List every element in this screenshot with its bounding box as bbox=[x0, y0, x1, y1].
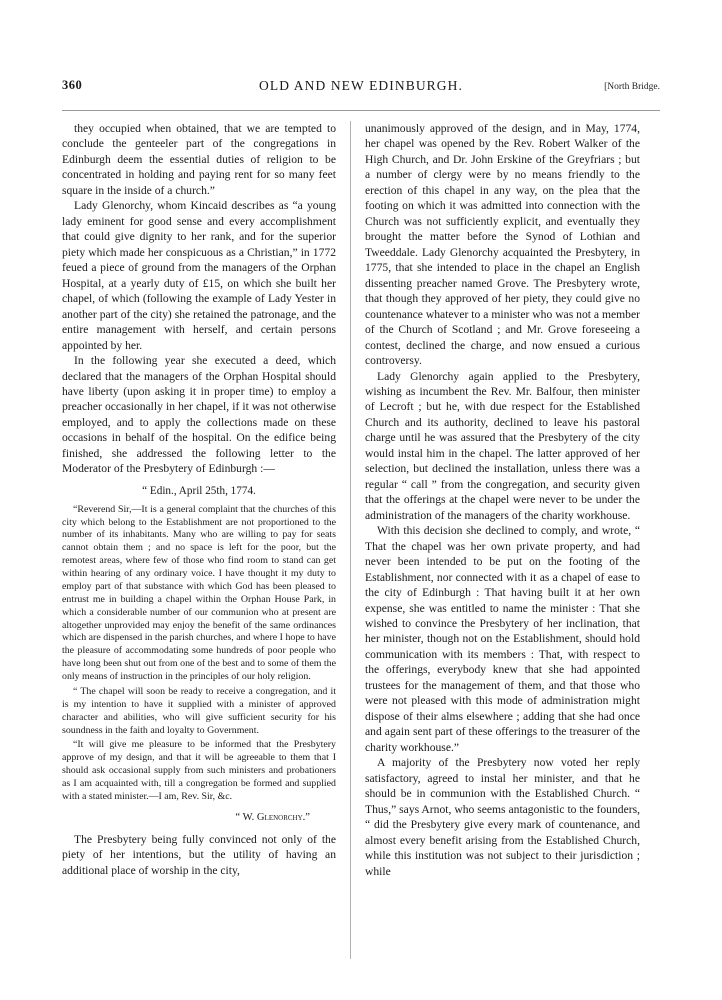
page-number: 360 bbox=[62, 78, 83, 92]
quoted-letter bbox=[62, 504, 336, 804]
text-columns bbox=[62, 121, 660, 959]
left-column bbox=[62, 121, 351, 959]
paragraph: unanimously approved of the design, and in May, 1774, her chapel was opened by the Rev. Robert Walker of the High Church, and Dr. John Erskine of the Greyfriars ; but a number of clergy were by no means friendly to the erection of this chapel in any way, on the plea that the footing on which it was admitted into connection with the Church was not sufficiently explicit, and eventually they brought the matter before the Synod of Lothian and Tweeddale. Lady Glenorchy acquainted the Presbytery, in 1775, that she intended to place in the chapel an English dissenting preacher named Grove. The Presbytery wrote, that though they approved of her piety, they could give no countenance whatever to a minister who was not a member of the Church of Scotland ; and Mr. Grove foreseeing a contest, declined the charge, and now ensued a curious controversy. bbox=[365, 122, 640, 368]
letter-dateline: “ Edin., April 25th, 1774. bbox=[142, 484, 256, 497]
page-title: OLD AND NEW EDINBURGH. bbox=[259, 78, 463, 93]
paragraph: they occupied when obtained, that we are tempted to conclude the genteeler part of the congregations in Edinburgh deem the essential duties of religion to be concentrated in holding and paying rent for so many feet square in the inside of a church.” bbox=[62, 122, 336, 197]
header-divider bbox=[62, 110, 660, 111]
paragraph: In the following year she executed a deed, which declared that the managers of the Orphan Hospital should have liberty (upon asking it in proper time) to employ a preacher occasionally in her chapel, if it was not otherwise employed, and to apply the collections made on these occasions in behalf of the hospital. On the edifice being finished, she addressed the following letter to the Moderator of the Presbytery of Edinburgh :— bbox=[62, 354, 336, 476]
paragraph: With this decision she declined to comply, and wrote, “ That the chapel was her own private property, and had never been intended to be put on the footing of the Establishment, nor connected with it as a chapel of ease to the city of Edinburgh : That having built it at her own expense, she was entitled to name the minister : That she wished to convince the Presbytery of her inclination, that her minister, though not on the Establishment, should hold communication with its members : That, with respect to the offerings, everybody knew that she had appointed trustees for the management of them, and that those who were not pleased with this mode of administration might dispose of their alms elsewhere ; adding that she had once and again sent part of these offerings to the treasurer of the charity workhouse.” bbox=[365, 524, 640, 754]
letter-paragraph: “It will give me pleasure to be informed that the Presbytery approve of my design, and that it will be agreeable to them that I should ask occasional supply from such ministers and probationers as I am acquainted with, till a congregation be formed and supplied with a stated minister.—I am, Rev. Sir, &c. bbox=[62, 739, 336, 802]
letter-signature: “ W. Glenorchy.” bbox=[235, 811, 310, 823]
paragraph: Lady Glenorchy again applied to the Presbytery, wishing as incumbent the Rev. Mr. Balfour, then minister of Lecroft ; but he, with due respect for the Established Church and its authority, declined to leave his pastoral charge until he was assured that the Presbytery of the city would instal him in the chapel. The latter approved of her selection, but declined the installation, unless there was a regular “ call ” from the congregation, and security given that the offerings at the chapel were never to be under the administration of the managers of the charity workhouse. bbox=[365, 369, 640, 522]
letter-paragraph: “ The chapel will soon be ready to receive a congregation, and it is my intention to have it supplied with a minister of approved character and abilities, who will give sufficient security for his soundness in the faith and loyalty to Government. bbox=[62, 685, 336, 736]
running-head bbox=[62, 78, 660, 100]
paragraph: A majority of the Presbytery now voted her reply satisfactory, agreed to instal her minister, and that he should be in communion with the Established Church. “ Thus,” says Arnot, who seems antagonistic to the founders, “ did the Presbytery give every mark of countenance, and almost every benefit arising from the Established Church, while this institution was not subject to their jurisdiction ; while bbox=[365, 756, 640, 878]
letter-paragraph: “Reverend Sir,—It is a general complaint that the churches of this city which belong to the Establishment are not proportioned to the number of its inhabitants. Many who are willing to pay for seats cannot obtain them ; and no space is left for the poor, but the remotest areas, where few of those who find room to stand can get within hearing of any ordinary voice. I have thought it my duty to employ part of that substance with which God has been pleased to entrust me in building a chapel within the Orphan House Park, in which a considerable number of our communion who at present are altogether unprovided may enjoy the benefit of the same ordinances which are dispensed in the parish churches, and where I hope to have the pleasure of accommodating some hundreds of poor people who have long been shut out from one of the best and to some of them the only means of instruction in the principles of our holy religion. bbox=[62, 503, 336, 683]
paragraph: The Presbytery being fully convinced not only of the piety of her intentions, but the utility of having an additional place of worship in the city, bbox=[62, 833, 336, 877]
right-column bbox=[351, 121, 640, 959]
paragraph: Lady Glenorchy, whom Kincaid describes as “a young lady eminent for good sense and every accomplishment that could give dignity to her rank, and for the superior piety which made her conspicuous as a Christian,” in 1772 feued a piece of ground from the managers of the Orphan Hospital, at a yearly duty of £15, on which she built her chapel, of which (following the example of Lady Yester in another part of the city) she retained the patronage, and the entire management with herself, and certain persons appointed by her. bbox=[62, 199, 336, 352]
section-note: [North Bridge. bbox=[604, 82, 660, 92]
